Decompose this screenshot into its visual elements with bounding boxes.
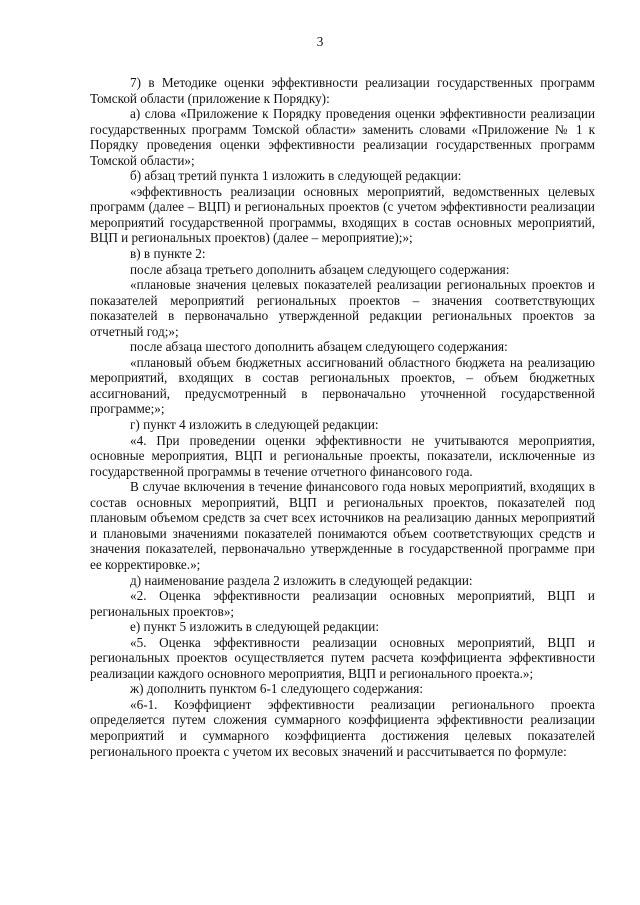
page-number: 3 bbox=[316, 34, 324, 49]
paragraph-quote-point-5: «5. Оценка эффективности реализации основных мероприятий, ВЦП и региональных проектов осуществляется путем расчета коэффициента эффективности реализации каждого основного мероприятия, ВЦП и регионального проекта.»; bbox=[90, 634, 595, 681]
paragraph-subitem-a: а) слова «Приложение к Порядку проведения оценки эффективности реализации государственных программ Томской области» заменить словами «Приложение № 1 к Порядку проведения оценки эффективности реализации государственных программ Томской области»; bbox=[90, 106, 595, 168]
paragraph-after-sixth: после абзаца шестого дополнить абзацем следующего содержания: bbox=[130, 339, 508, 355]
paragraph-subitem-g: г) пункт 4 изложить в следующей редакции: bbox=[130, 417, 379, 433]
paragraph-quote-point-4: «4. При проведении оценки эффективности не учитываются мероприятия, основные мероприятия, ВЦП и региональные проекты, показатели, исключенные из государственной программы в течение отчетного финансового года. bbox=[90, 432, 595, 479]
paragraph-quote-section-2: «2. Оценка эффективности реализации основных мероприятий, ВЦП и региональных проектов»; bbox=[90, 588, 595, 619]
paragraph-quote-point-6-1: «6-1. Коэффициент эффективности реализации регионального проекта определяется путем сложения суммарного коэффициента эффективности реализации мероприятий и суммарного коэффициента достижения целевых показателей регионального проекта с учетом их весовых значений и рассчитывается по формуле: bbox=[90, 696, 595, 759]
paragraph-subitem-zh: ж) дополнить пунктом 6-1 следующего содержания: bbox=[130, 681, 424, 697]
paragraph-after-third: после абзаца третьего дополнить абзацем следующего содержания: bbox=[130, 261, 510, 277]
document-body bbox=[90, 75, 595, 759]
paragraph-quote-point-4-cont: В случае включения в течение финансового года новых мероприятий, входящих в состав основных мероприятий, ВЦП и региональных проектов, показателей под плановым объемом средств за счет всех источников на реализацию данных мероприятий и плановыми значениями показателей понимаются объем соответствующих средств и значения показателей, первоначально утвержденные в государственной программе при ее корректировке.»; bbox=[90, 479, 595, 572]
paragraph-subitem-b: б) абзац третий пункта 1 изложить в следующей редакции: bbox=[130, 168, 462, 184]
paragraph-item-7: 7) в Методике оценки эффективности реализации государственных программ Томской области (приложение к Порядку): bbox=[90, 75, 595, 106]
paragraph-subitem-d: д) наименование раздела 2 изложить в следующей редакции: bbox=[130, 572, 473, 588]
paragraph-quote-effectiveness: «эффективность реализации основных мероприятий, ведомственных целевых программ (далее – ВЦП) и региональных проектов (с учетом эффективности реализации мероприятий государственной программы, входящих в состав основных мероприятий, ВЦП и региональных проектов) (далее – мероприятие);»; bbox=[90, 183, 595, 246]
paragraph-quote-planned-budget: «плановый объем бюджетных ассигнований областного бюджета на реализацию мероприятий, входящих в состав региональных проектов, – объем бюджетных ассигнований, предусмотренный в первоначально уточненной государственной программе;»; bbox=[90, 354, 595, 417]
paragraph-subitem-v: в) в пункте 2: bbox=[130, 246, 206, 262]
paragraph-quote-planned-values: «плановые значения целевых показателей реализации региональных проектов и показателей мероприятий региональных проектов – значения соответствующих показателей в первоначально утвержденной редакции региональных проектов за отчетный год;»; bbox=[90, 277, 595, 339]
paragraph-subitem-e: е) пункт 5 изложить в следующей редакции: bbox=[130, 619, 380, 635]
